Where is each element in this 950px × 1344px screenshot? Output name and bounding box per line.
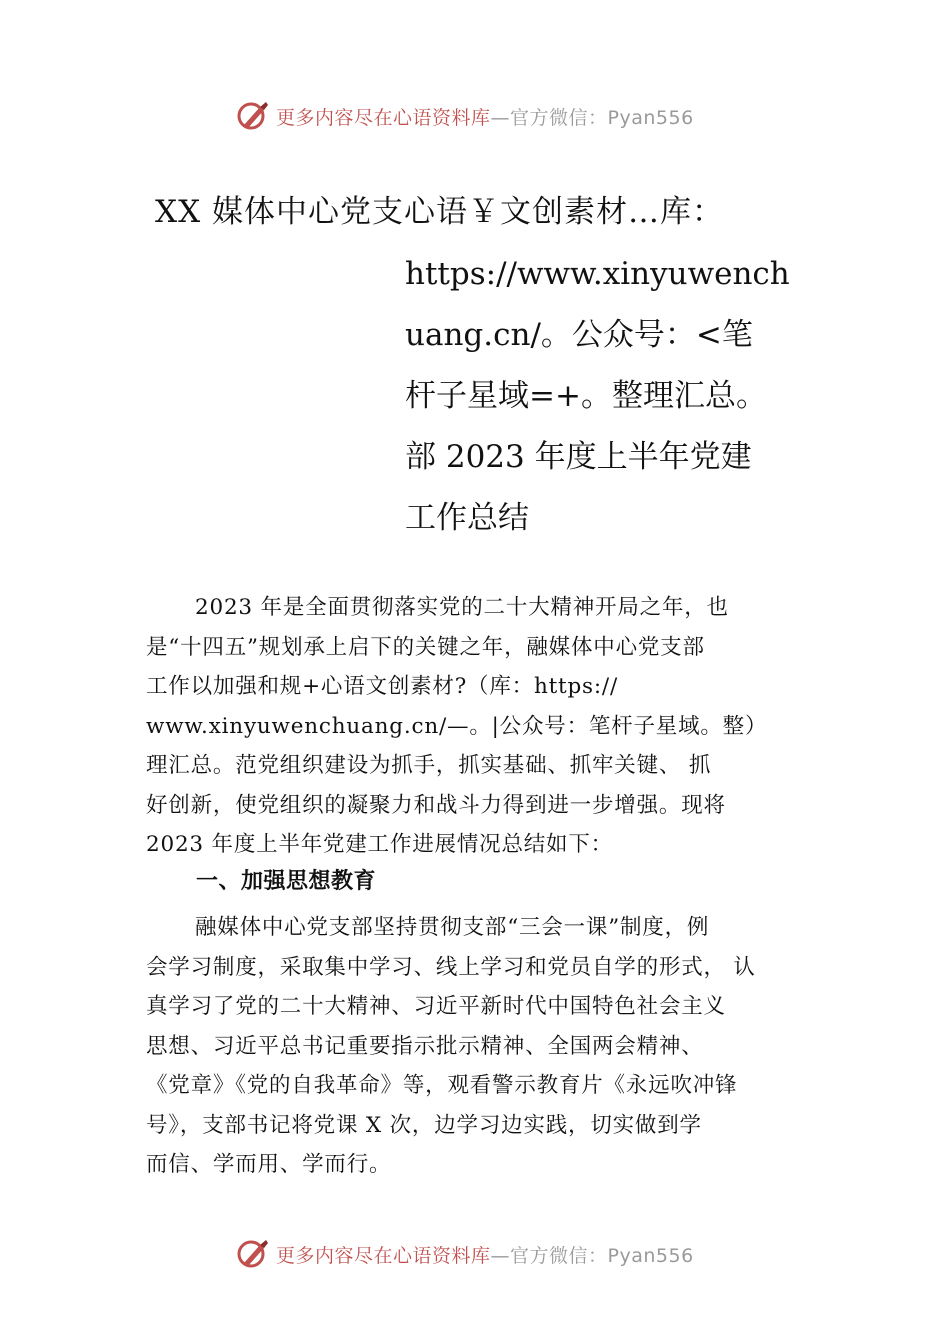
text-line: 好创新，使党组织的凝聚力和战斗力得到进一步增强。现将 <box>146 792 726 818</box>
text-line: www.xinyuwenchuang.cn/—。|公众号：笔杆子星域。整） <box>146 713 768 739</box>
pen-logo-icon <box>236 99 270 133</box>
text-line: 《党章》《党的自我革命》等，观看警示教育片《永远吹冲锋 <box>146 1073 738 1098</box>
banner-text: 更多内容尽在心语资料库—官方微信：Pyan556 <box>276 1244 694 1267</box>
text-line: 号》，支部书记将党课 X 次，边学习边实践，切实做到学 <box>146 1112 702 1138</box>
text-line: 真学习了党的二十大精神、习近平新时代中国特色社会主义 <box>146 994 726 1019</box>
text-line: 工作以加强和规+心语文创素材?（库：https:// <box>146 674 618 699</box>
title-line: https://www.xinyuwench <box>405 256 790 292</box>
title-line: uang.cn/。公众号：<笔 <box>405 317 753 353</box>
title-line: 部 2023 年度上半年党建 <box>405 439 752 475</box>
text-line: 理汇总。范党组织建设为抓手，抓实基础、抓牢关键、 抓 <box>146 753 712 778</box>
pen-logo-icon <box>236 1237 270 1271</box>
text-line: 会学习制度，采取集中学习、线上学习和党员自学的形式， 认 <box>146 954 756 980</box>
header-banner <box>236 96 756 136</box>
title-line: 工作总结 <box>405 500 529 536</box>
document-title-block <box>405 244 805 549</box>
text-line: 思想、习近平总书记重要指示批示精神、全国两会精神、 <box>146 1033 704 1059</box>
text-line: 2023 年度上半年党建工作进展情况总结如下： <box>146 832 613 857</box>
text-line: 是“十四五”规划承上启下的关键之年，融媒体中心党支部 <box>146 634 705 660</box>
section-paragraph <box>146 908 810 1185</box>
title-line: 杆子星域=+。整理汇总。 <box>405 378 767 414</box>
footer-banner <box>236 1234 756 1274</box>
section-heading: 一、加强思想教育 <box>196 869 377 894</box>
banner-text: 更多内容尽在心语资料库—官方微信：Pyan556 <box>276 106 694 129</box>
text-line: 而信、学而用、学而行。 <box>146 1152 392 1177</box>
text-line: 2023 年是全面贯彻落实党的二十大精神开局之年，也 <box>195 595 729 620</box>
intro-paragraph <box>146 588 810 865</box>
document-title-line: XX 媒体中心党支心语￥文创素材…库： <box>155 194 724 230</box>
text-line: 融媒体中心党支部坚持贯彻支部“三会一课”制度，例 <box>195 915 710 940</box>
